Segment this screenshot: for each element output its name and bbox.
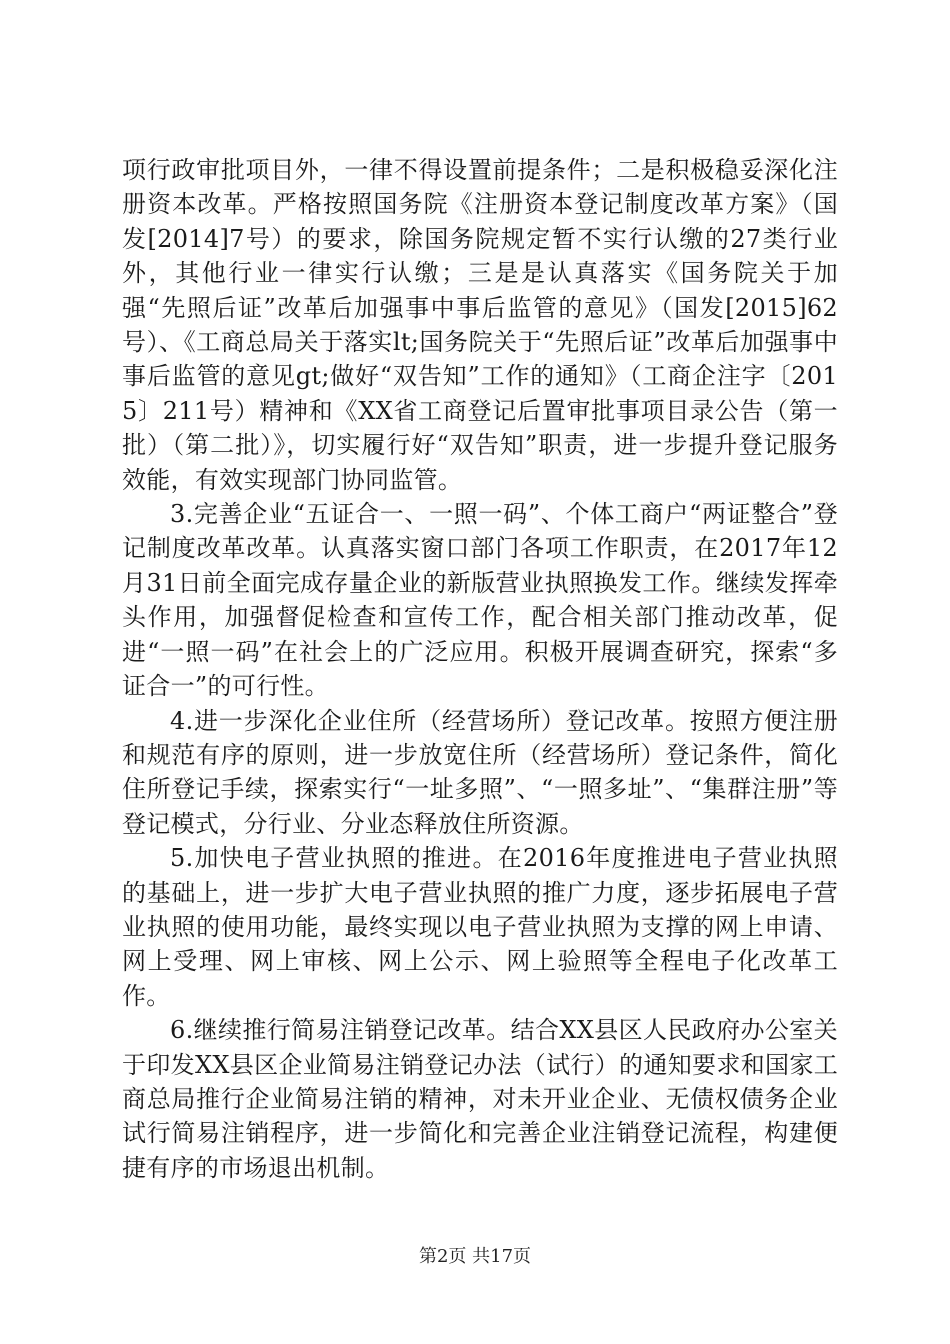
- paragraph-item-6: 6.继续推行简易注销登记改革。结合XX县区人民政府办公室关于印发XX县区企业简易注销登记办法（试行）的通知要求和国家工商总局推行企业简易注销的精神，对未开业企业、无债权债务企业试行简易注销程序，进一步简化和完善企业注销登记流程，构建便捷有序的市场退出机制。: [122, 1016, 838, 1182]
- page-number-footer: 第2页 共17页: [418, 1246, 532, 1267]
- document-body: [122, 153, 838, 1185]
- paragraph-continuation: 项行政审批项目外，一律不得设置前提条件；二是积极稳妥深化注册资本改革。严格按照国务院《注册资本登记制度改革方案》（国发[2014]7号）的要求，除国务院规定暂不实行认缴的27类行业外，其他行业一律实行认缴；三是是认真落实《国务院关于加强“先照后证”改革后加强事中事后监管的意见》（国发[2015]62号）、《工商总局关于落实lt;国务院关于“先照后证”改革后加强事中事后监管的意见gt;做好“双告知”工作的通知》（工商企注字〔2015〕211号）精神和《XX省工商登记后置审批事项目录公告（第一批）（第二批）》，切实履行好“双告知”职责，进一步提升登记服务效能，有效实现部门协同监管。: [122, 156, 838, 494]
- paragraph-item-5: 5.加快电子营业执照的推进。在2016年度推进电子营业执照的基础上，进一步扩大电子营业执照的推广力度，逐步拓展电子营业执照的使用功能，最终实现以电子营业执照为支撑的网上申请、网上受理、网上审核、网上公示、网上验照等全程电子化改革工作。: [122, 844, 838, 1010]
- paragraph-item-3: 3.完善企业“五证合一、一照一码”、个体工商户“两证整合”登记制度改革改革。认真落实窗口部门各项工作职责，在2017年12月31日前全面完成存量企业的新版营业执照换发工作。继续发挥牵头作用，加强督促检查和宣传工作，配合相关部门推动改革，促进“一照一码”在社会上的广泛应用。积极开展调查研究，探索“多证合一”的可行性。: [122, 500, 838, 701]
- paragraph-item-4: 4.进一步深化企业住所（经营场所）登记改革。按照方便注册和规范有序的原则，进一步放宽住所（经营场所）登记条件，简化住所登记手续，探索实行“一址多照”、“一照多址”、“集群注册”等登记模式，分行业、分业态释放住所资源。: [122, 706, 838, 838]
